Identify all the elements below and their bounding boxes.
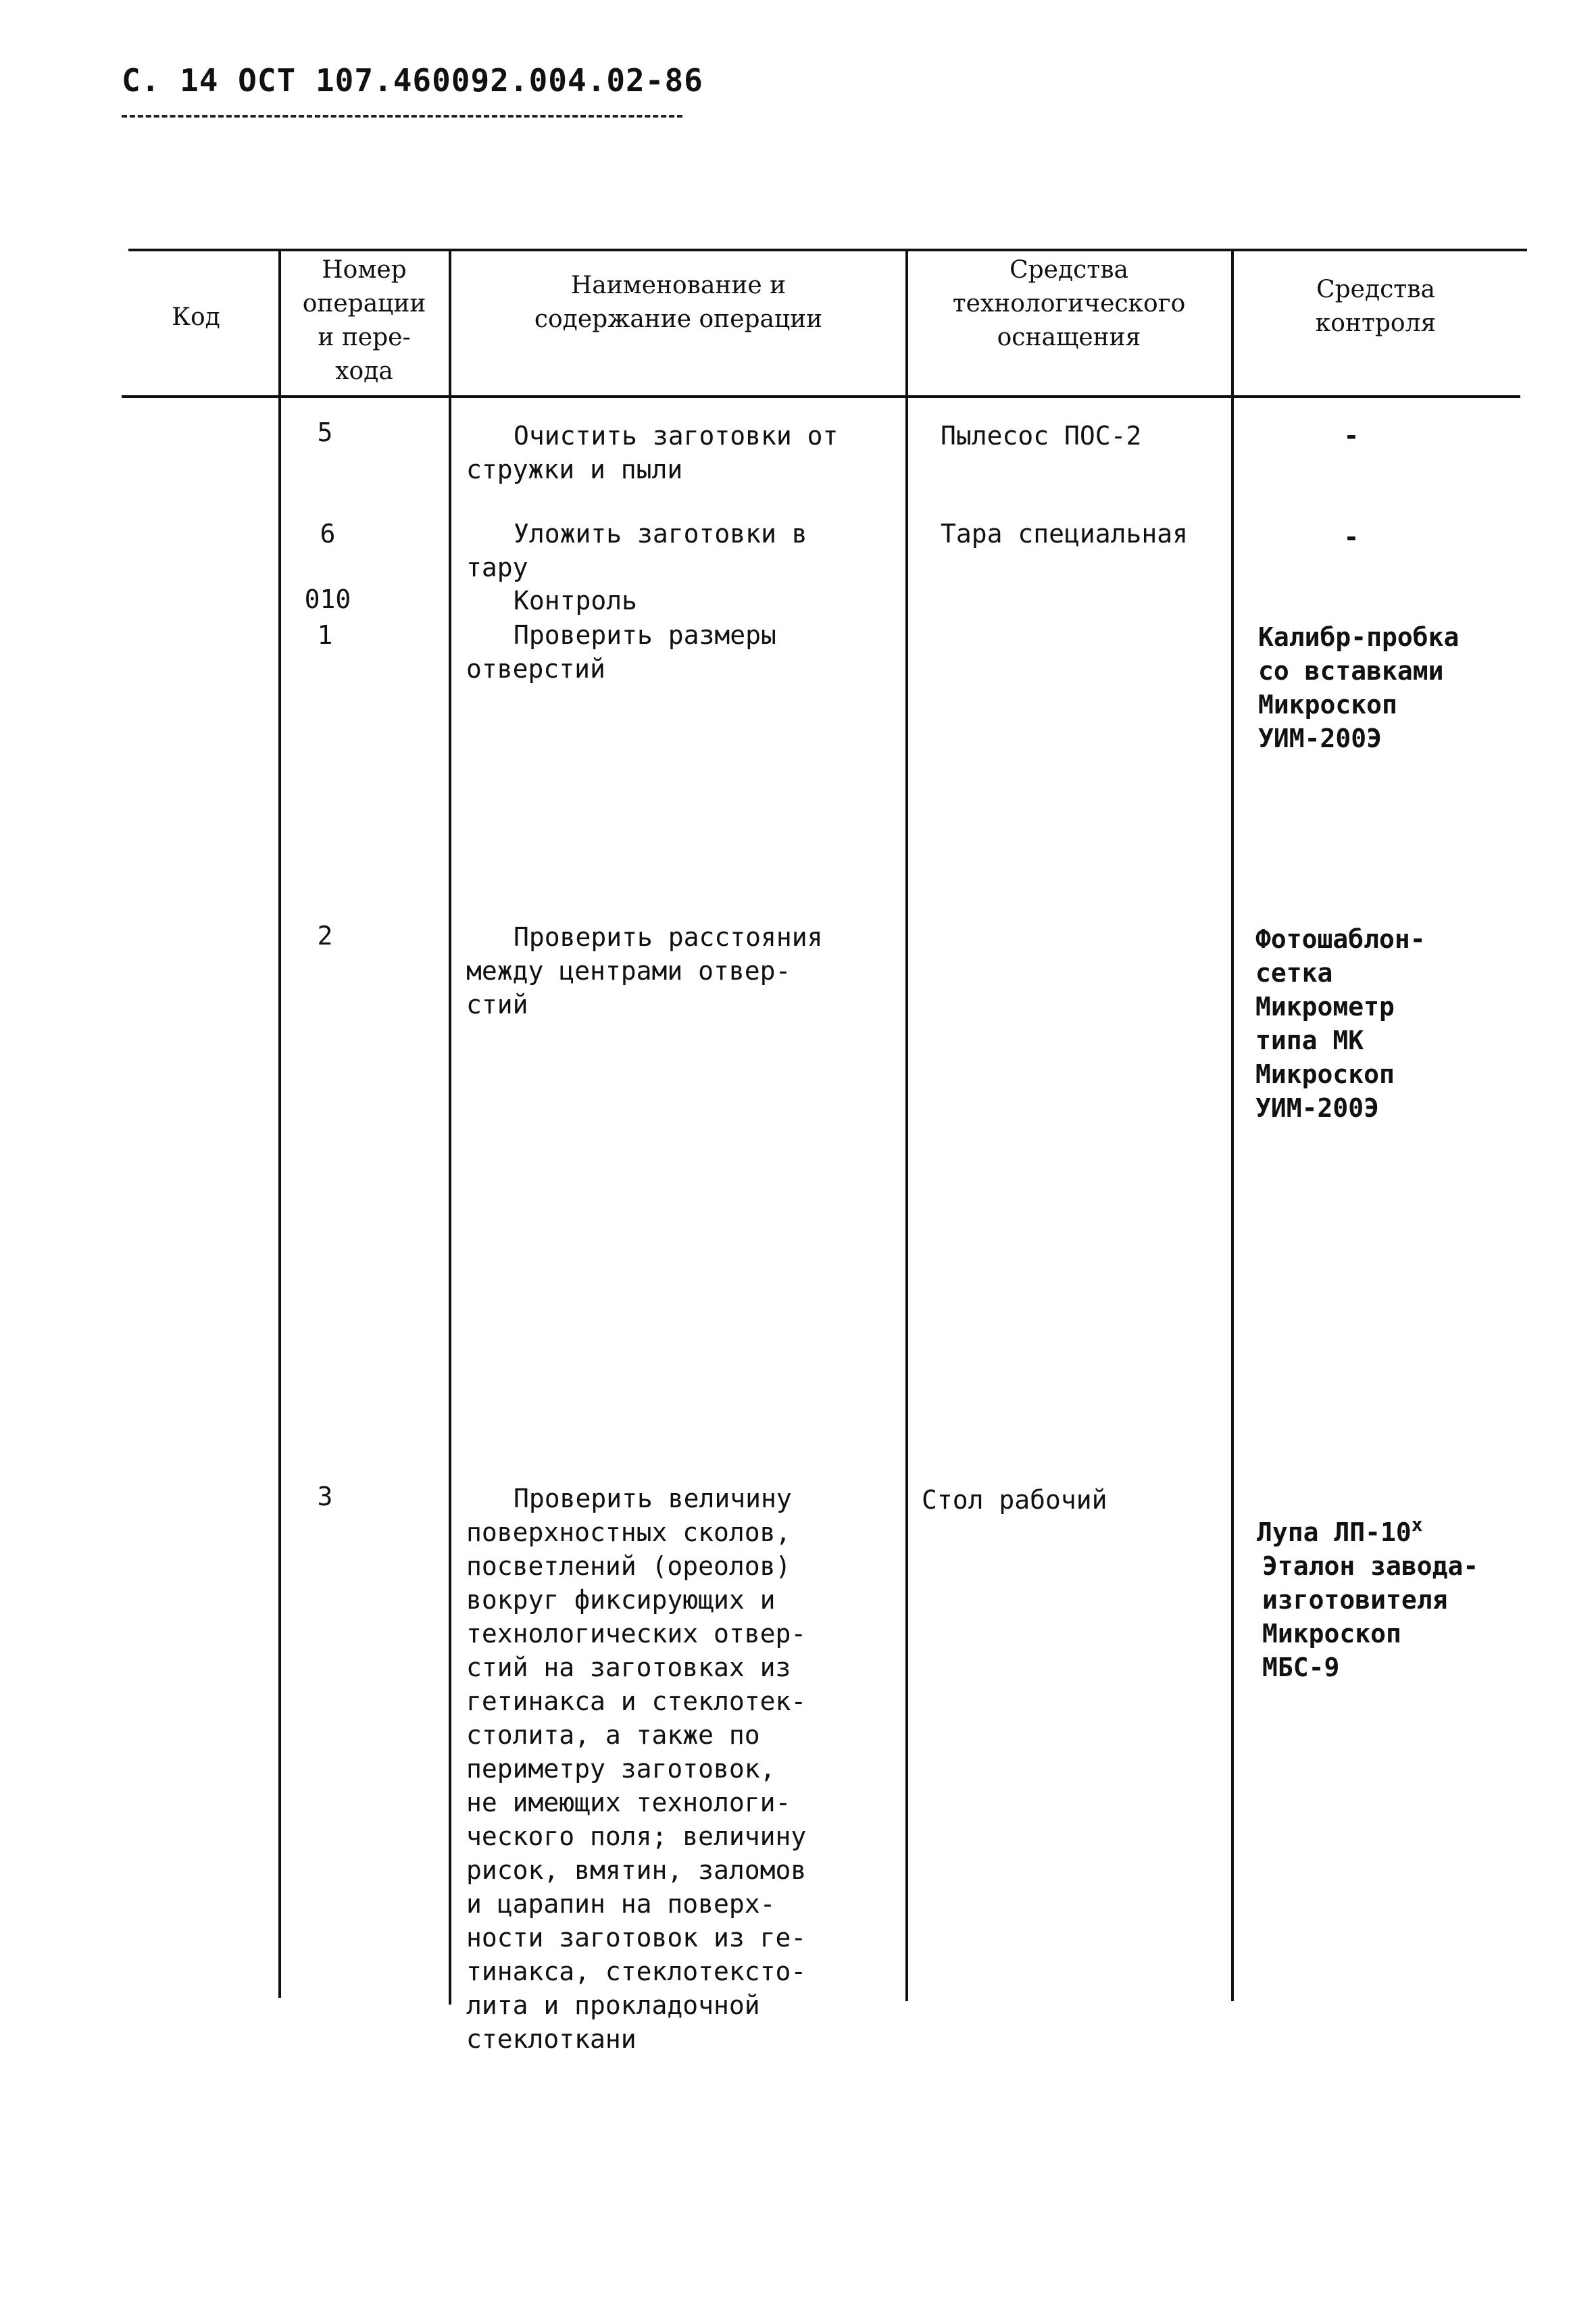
column-header-operation-number: Номер операции и пере- хода [302, 256, 426, 385]
column-divider-1 [278, 251, 281, 1998]
operation-control: - [1343, 522, 1360, 552]
operation-control [1243, 1482, 1520, 1718]
operation-number: 3 [317, 1482, 333, 1511]
table-top-rule [128, 249, 1527, 251]
column-header-code: Код [172, 303, 220, 331]
table-header-bottom-rule [122, 395, 1520, 398]
operation-description: Уложить заготовки в тару [466, 519, 807, 582]
column-header-operation-name: Наименование и содержание операции [534, 272, 823, 333]
column-divider-2 [449, 251, 451, 2005]
operation-number: 1 [317, 620, 333, 650]
header-underline [122, 115, 682, 118]
operation-description: Очистить заготовки от стружки и пыли [466, 421, 839, 484]
operation-number: 010 [304, 584, 351, 614]
operation-number: 6 [320, 519, 336, 549]
control-instrument-list: Эталон завода- изготовителя Микроскоп МБС-9 [1262, 1551, 1479, 1682]
superscript-mark: х [1411, 1513, 1423, 1536]
column-divider-3 [905, 251, 908, 2001]
operation-description: Контроль [514, 586, 638, 615]
operation-description: Проверить расстояния между центрами отвер- стий [466, 922, 823, 1020]
operation-description: Проверить размеры отверстий [466, 620, 776, 684]
operation-equipment: Стол рабочий [922, 1485, 1107, 1515]
operation-control: - [1343, 421, 1360, 451]
column-header-control: Средства контроля [1315, 276, 1437, 337]
column-divider-4 [1231, 251, 1234, 2001]
operation-control: Фотошаблон- сетка Микрометр типа МК Микроскоп УИМ-200Э [1255, 924, 1426, 1123]
page-header: С. 14 ОСТ 107.460092.004.02-86 [122, 62, 703, 99]
operation-number: 5 [317, 418, 333, 447]
control-instrument-magnifier: Лупа $ЛП-10^х$ [1257, 1513, 1423, 1547]
operation-number: 2 [317, 921, 333, 951]
operation-equipment: Тара специальная [941, 519, 1189, 549]
column-header-equipment: Средства технологического оснащения [952, 256, 1186, 351]
operation-control: Калибр-пробка со вставками Микроскоп УИМ-200Э [1258, 622, 1460, 753]
operation-description: Проверить величину поверхностных сколов, посветлений (ореолов) вокруг фиксирующих и технологических отвер- стий на заготовках из гетинакса и стеклотек- столита, а также по периметру заготовок, не имеющих технологи- ческого поля; величину рисок, вмятин, заломов и царапин на поверх- ности заготовок из ге- тинакса, стеклотексто- лита и прокладочной стеклоткани [466, 1484, 807, 2054]
operation-equipment: Пылесос ПОС-2 [941, 421, 1142, 451]
